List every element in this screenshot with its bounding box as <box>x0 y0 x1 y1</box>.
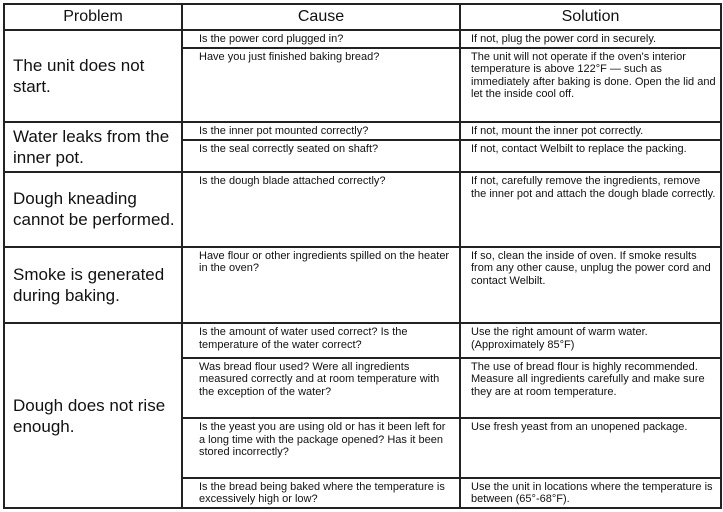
header-row <box>4 4 721 30</box>
solution-cell: If not, carefully remove the ingredients, remove the inner pot and attach the dough blade correctly. <box>460 172 721 247</box>
header-solution: Solution <box>460 4 721 30</box>
problem-cell: Smoke is generated during baking. <box>4 247 182 324</box>
cause-cell: Is the yeast you are using old or has it been left for a long time with the package opened? Has it been stored incorrectly? <box>182 418 460 477</box>
solution-cell: Use the unit in locations where the temperature is between (65°-68°F). <box>460 478 721 508</box>
problem-cell: Dough does not rise enough. <box>4 323 182 508</box>
cause-cell: Have flour or other ingredients spilled on the heater in the oven? <box>182 247 460 324</box>
table-row <box>4 172 721 247</box>
cause-cell: Have you just finished baking bread? <box>182 48 460 123</box>
cause-cell: Is the bread being baked where the temperature is excessively high or low? <box>182 478 460 508</box>
problem-text: The unit does not start. <box>13 56 145 97</box>
header-problem: Problem <box>4 4 182 30</box>
cause-cell: Is the power cord plugged in? <box>182 30 460 48</box>
solution-cell: Use the right amount of warm water. (Approximately 85°F) <box>460 323 721 357</box>
solution-cell: If so, clean the inside of oven. If smoke results from any other cause, unplug the power cord and contact Welbilt. <box>460 247 721 324</box>
problem-cell: Dough kneading cannot be performed. <box>4 172 182 247</box>
table-row <box>4 247 721 324</box>
solution-cell: If not, contact Welbilt to replace the packing. <box>460 140 721 172</box>
solution-cell: If not, plug the power cord in securely. <box>460 30 721 48</box>
cause-cell: Is the inner pot mounted correctly? <box>182 122 460 140</box>
solution-cell: Use fresh yeast from an unopened package. <box>460 418 721 477</box>
solution-cell: The unit will not operate if the oven's interior temperature is above 122°F — such as immediately after baking is done. Open the lid and let the inside cool off. <box>460 48 721 123</box>
header-cause: Cause <box>182 4 460 30</box>
cause-cell: Is the dough blade attached correctly? <box>182 172 460 247</box>
cause-cell: Is the amount of water used correct? Is the temperature of the water correct? <box>182 323 460 357</box>
problem-cell <box>4 30 182 122</box>
troubleshooting-table <box>3 3 722 509</box>
cause-cell: Was bread flour used? Were all ingredients measured correctly and at room temperature with the exception of the water? <box>182 358 460 419</box>
table-row <box>4 30 721 48</box>
problem-cell: Water leaks from the inner pot. <box>4 122 182 172</box>
solution-cell: The use of bread flour is highly recommended. Measure all ingredients carefully and make sure they are at room temperature. <box>460 358 721 419</box>
solution-cell: If not, mount the inner pot correctly. <box>460 122 721 140</box>
cause-cell: Is the seal correctly seated on shaft? <box>182 140 460 172</box>
table-row <box>4 323 721 357</box>
table-row <box>4 122 721 140</box>
